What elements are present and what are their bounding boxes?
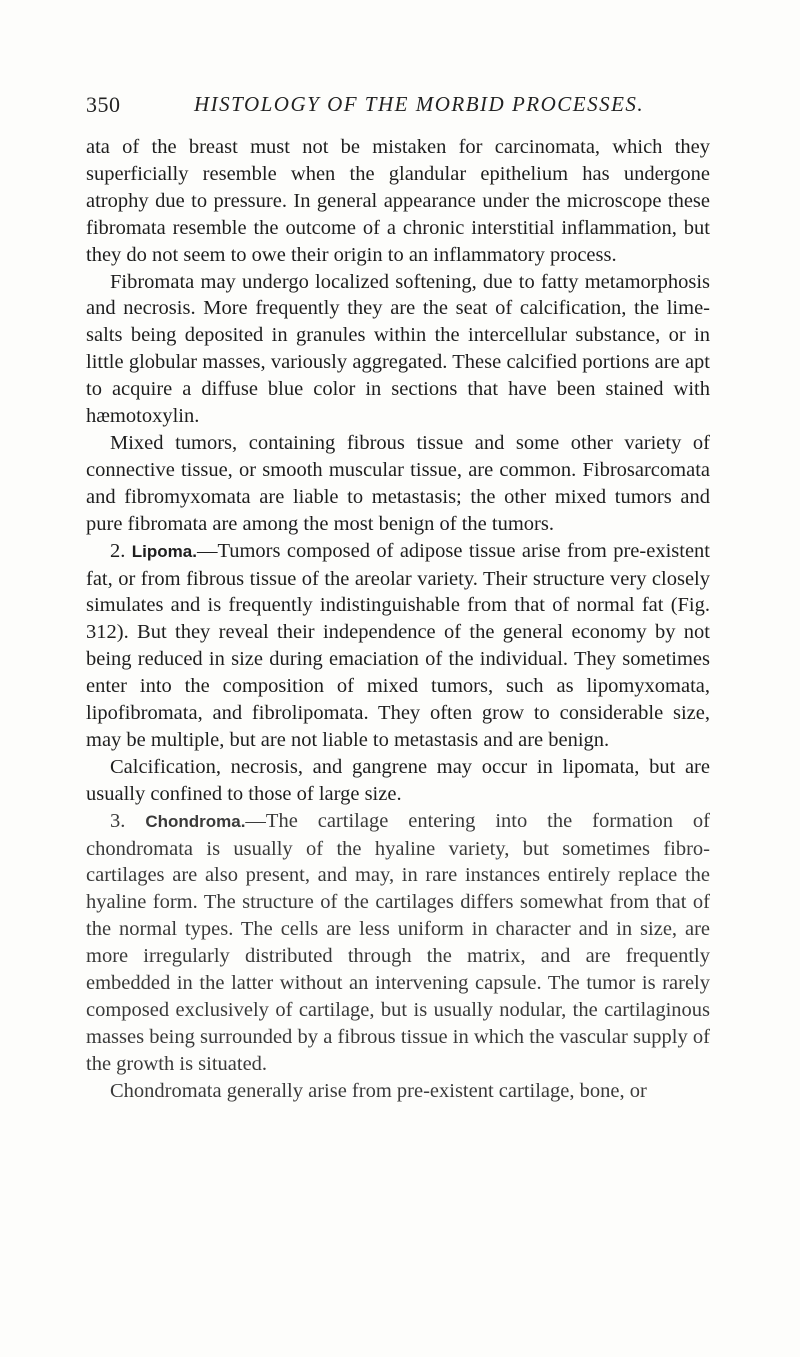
- paragraph-fibromata-softening: Fibromata may undergo localized softening, due to fatty metamorphosis and necrosis. More frequently they are the seat of calcification, the lime-salts being deposited in granules within the intercellular substance, or in little globular masses, variously aggregated. These calcified portions are apt to acquire a diffuse blue color in sections that have been stained with hæmotoxylin.: [86, 270, 710, 428]
- section-number: 3.: [110, 809, 126, 832]
- section-title-chondroma: Chondroma.: [145, 811, 246, 831]
- paragraph-mixed-tumors: Mixed tumors, containing fibrous tissue and some other variety of connective tissue, or smooth muscular tissue, are common. Fibrosarcomata and fibromyxomata are liable to metastasis; the other mixed tumors and pure fibromata are among the most benign of the tumors.: [86, 431, 710, 535]
- page-header: [86, 92, 706, 122]
- paragraph-lipoma: [86, 538, 710, 754]
- section-title-lipoma: Lipoma.: [131, 541, 197, 561]
- page-number: 350: [86, 92, 121, 117]
- section-number: 2.: [110, 539, 126, 562]
- running-title: HISTOLOGY OF THE MORBID PROCESSES.: [194, 92, 645, 116]
- paragraph-text: —The cartilage entering into the formation of chondromata is usually of the hyaline variety, but sometimes fibro-cartilages are also present, and may, in rare instances entirely replace the hyaline form. The structure of the cartilages differs somewhat from that of the normal types. The cells are less uniform in character and in size, are more irregularly distributed through the matrix, and are frequently embedded in the latter without an intervening capsule. The tumor is rarely composed exclusively of cartilage, but is usually nodular, the cartilaginous masses being surrounded by a fibrous tissue in which the vascular supply of the growth is situated.: [86, 809, 710, 1075]
- paragraph-chondromata-origin: Chondromata generally arise from pre-existent cartilage, bone, or: [110, 1079, 647, 1102]
- paragraph-chondroma: [86, 808, 710, 1078]
- paragraph-lipoma-calcification: Calcification, necrosis, and gangrene may occur in lipomata, but are usually confined to those of large size.: [86, 755, 710, 805]
- paragraph-text: —Tumors composed of adipose tissue arise from pre-existent fat, or from fibrous tissue of the areolar variety. Their structure very closely simulates and is frequently indistinguishable from that of normal fat (Fig. 312). But they reveal their independence of the general economy by not being reduced in size during emaciation of the individual. They sometimes enter into the composition of mixed tumors, such as lipomyxomata, lipofibromata, and fibrolipomata. They often grow to considerable size, may be multiple, but are not liable to metastasis and are benign.: [86, 539, 710, 751]
- paragraph-continued: ata of the breast must not be mistaken for carcinomata, which they superficially resemble when the glandular epithelium has undergone atrophy due to pressure. In general appearance under the microscope these fibromata resemble the outcome of a chronic interstitial inflammation, but they do not seem to owe their origin to an inflammatory process.: [86, 136, 710, 266]
- body-text: [86, 134, 710, 1105]
